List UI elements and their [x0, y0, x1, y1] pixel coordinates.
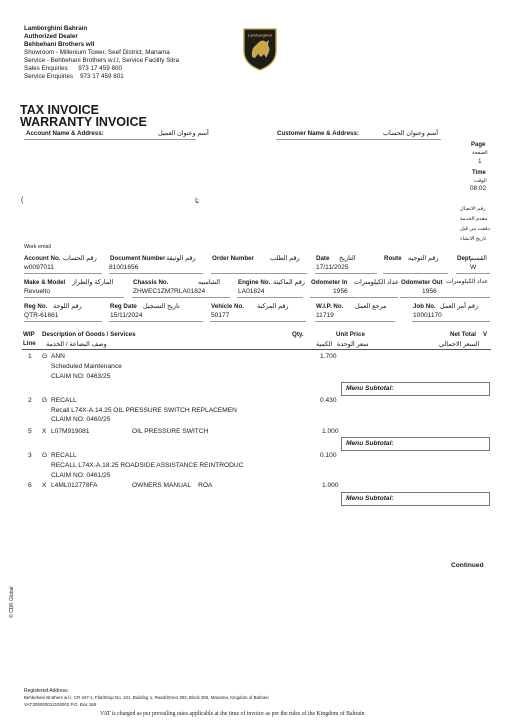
page-value: 1	[478, 158, 482, 165]
dealer-name: Lamborghini Bahrain	[24, 25, 88, 32]
block2-item-part: L07M919081	[51, 428, 90, 435]
route-label: Route	[384, 255, 402, 262]
continued-label: Continued	[451, 562, 484, 569]
time-label-ar: الوقت	[474, 178, 487, 184]
block1-menu-subtotal-label: Menu Subtotal:	[346, 384, 394, 392]
footer-vat-note: VAT is charged as per prevailing rates applicable at the time of invoice as per the rules of the Kingdom of Bahrain	[100, 711, 365, 717]
account-name-label-ar: أسم وعنوان العميل	[158, 130, 209, 137]
cdk-global-copyright: © CDK Global	[9, 586, 15, 618]
block1-qty: 1.700	[320, 353, 337, 360]
page-label-ar: الصفحة	[472, 150, 488, 156]
dept-label-ar: القسم	[470, 255, 487, 262]
lamborghini-logo	[241, 27, 279, 71]
block1-menu-subtotal	[341, 382, 490, 396]
block3-title: RECALL	[51, 452, 77, 459]
mid-fragment: تا	[195, 198, 200, 205]
footer-registered-label: Registered Address	[24, 688, 68, 694]
route-label-ar: رقم التوجيه	[408, 255, 439, 262]
job-no-value: 10001170	[413, 312, 442, 319]
block3-wip: 3	[28, 452, 32, 459]
reg-date-label-ar: تاريخ التسجيل	[143, 303, 180, 310]
col-desc-label: Description of Goods / Services	[42, 331, 136, 338]
col-desc-label-ar: وصف البضاعة / الخدمة	[46, 341, 107, 348]
odometer-in-label-ar: عداد الكيلومترات	[354, 279, 399, 286]
block2-title: RECALL	[51, 397, 77, 404]
chassis-label-ar: الشاسيه	[198, 279, 221, 286]
date-label-ar: التاريخ	[339, 255, 356, 262]
vehicle-no-value: 50177	[211, 312, 230, 319]
engine-no-value: LA01824	[238, 288, 265, 295]
block2-menu-subtotal-label: Menu Subtotal:	[346, 439, 394, 447]
account-name-label: Account Name & Address:	[26, 130, 104, 137]
block2-code: G	[42, 397, 48, 404]
time-value: 08:02	[470, 185, 486, 192]
make-model-label: Make & Model	[24, 279, 66, 286]
engine-no-label: Engine No.	[238, 279, 271, 286]
col-qty-label-ar: الكمية	[316, 341, 333, 348]
make-model-value: Revuelto	[24, 288, 51, 295]
odometer-out-label: Odometer Out	[401, 279, 443, 286]
sales-enquiries: Sales Enquiries 973 17 459 800	[24, 65, 123, 72]
page-label: Page	[471, 142, 486, 148]
reg-no-label: Reg No.	[24, 303, 48, 310]
created-date-label-ar: تاريخ الانشاء	[460, 236, 487, 242]
order-number-label-ar: رقم الطلب	[270, 255, 300, 262]
title-warranty-invoice: WARRANTY INVOICE	[20, 115, 147, 129]
service-enquiries: Service Enquiries 973 17 459 801	[24, 73, 124, 80]
left-fragment: (	[21, 197, 24, 204]
block1-code: G	[42, 353, 48, 360]
checked-by-label-ar: دقفت من قبل	[460, 226, 491, 232]
contact-no-label-ar: رقم الاتصال	[460, 206, 486, 212]
service-provider-label-ar: مقدم الخدمة	[460, 216, 488, 222]
order-number-label: Order Number	[212, 255, 254, 262]
block3-menu-subtotal-label: Menu Subtotal:	[346, 494, 394, 502]
dealer-role: Authorized Dealer	[24, 33, 78, 40]
dealer-company: Behbehani Brothers wll	[24, 41, 95, 48]
block3-item-line: 6	[28, 482, 32, 489]
engine-no-label-ar: رقم الماكينة	[273, 279, 305, 286]
block1-title: ANN	[51, 353, 65, 360]
date-label: Date	[316, 255, 330, 262]
col-unit-price-label: Unit Price	[336, 331, 365, 338]
dept-label: Dept	[457, 255, 471, 262]
wip-no-value: 11719	[316, 312, 334, 319]
block3-line1: RECALL L74X-A.18.25 ROADSIDE ASSISTANCE REINTRODUC	[51, 462, 244, 469]
reg-no-value: QTR-61661	[24, 312, 59, 319]
lamborghini-shield-bull-icon	[241, 27, 279, 71]
reg-date-label: Reg Date	[110, 303, 137, 310]
odometer-out-value: 1956	[422, 288, 437, 295]
wip-no-label: W.I.P. No.	[316, 303, 344, 310]
block3-item-part: L4ML012778FA	[51, 482, 98, 489]
time-label: Time	[472, 170, 486, 176]
block1-wip: 1	[28, 353, 32, 360]
logo-wordmark: Lamborghini	[247, 32, 273, 38]
document-number-label: Document Number	[110, 255, 166, 262]
odometer-out-label-ar: عداد الكيلومترات	[446, 279, 489, 285]
dept-value: W	[470, 264, 477, 271]
vehicle-no-label: Vehicle No.	[211, 303, 245, 310]
col-vat-label: V	[483, 331, 488, 338]
document-number-label-ar: رقم الوثيقة	[166, 255, 196, 262]
block2-item-line: 5	[28, 428, 32, 435]
job-no-label-ar: رقم أمر العمل	[440, 303, 479, 310]
block2-item-qty: 1.000	[322, 428, 339, 435]
block3-item-flag: X	[42, 482, 47, 489]
col-net-total-label-ar: السعر الاجمالي	[439, 341, 480, 348]
dealer-showroom: Showroom - Millenium Tower, Seef District, Manama	[24, 49, 170, 56]
col-line-label: Line	[23, 340, 36, 347]
reg-no-label-ar: رقم اللوحة	[53, 303, 82, 310]
chassis-label: Chassis No.	[133, 279, 169, 286]
account-no-value: w0097011	[24, 264, 54, 271]
block3-item-qty: 1.000	[322, 482, 339, 489]
work-email-label: Work email	[24, 244, 51, 250]
date-value: 17/11/2025	[316, 264, 349, 271]
title-tax-invoice: TAX INVOICE	[20, 103, 99, 117]
block2-menu-subtotal	[341, 437, 490, 451]
block2-line1: Recall L74X-A.14.25 OIL PRESSURE SWITCH REPLACEMEN	[51, 407, 237, 414]
chassis-value: ZHWEC1ZM7RLA01824	[133, 288, 206, 295]
col-unit-price-label-ar: سعر الوحدة	[337, 341, 369, 348]
block1-line1: Scheduled Maintenance	[51, 363, 122, 370]
block3-line2: CLAIM NO: 0461/25	[51, 472, 111, 479]
customer-name-label-ar: أسم وعنوان الحساب	[383, 130, 439, 137]
block2-item-desc: OIL PRESSURE SWITCH	[132, 428, 209, 435]
col-qty-label: Qty.	[292, 331, 304, 338]
block3-item-desc: OWNERS MANUAL ROA	[132, 482, 213, 489]
document-number-value: 81001656	[109, 264, 139, 271]
col-wip-label: WIP	[23, 331, 35, 338]
customer-name-label: Customer Name & Address:	[277, 130, 359, 137]
job-no-label: Job No.	[413, 303, 436, 310]
block3-code: G	[42, 452, 48, 459]
account-no-label: Account No.	[24, 255, 61, 262]
wip-no-label-ar: مرجع العمل	[355, 303, 387, 310]
account-no-label-ar: رقم الحساب	[63, 255, 97, 262]
odometer-in-value: 1956	[333, 288, 348, 295]
make-model-label-ar: الماركة والطراز	[72, 279, 114, 286]
footer-vat: VAT:200000012100002 P.O. Box 168	[24, 702, 97, 707]
reg-date-value: 15/11/2024	[110, 312, 143, 319]
vehicle-no-label-ar: رقم المركبة	[257, 303, 289, 310]
dealer-service: Service - Behbehani Brothers w.l.l, Service Facility Sitra	[24, 57, 180, 64]
block2-item-flag: X	[42, 428, 47, 435]
col-net-total-label: Net Total	[450, 331, 477, 338]
block2-wip: 2	[28, 397, 32, 404]
block3-qty: 0.100	[320, 452, 337, 459]
block2-line2: CLAIM NO: 0460/25	[51, 416, 111, 423]
block3-menu-subtotal	[341, 492, 490, 506]
odometer-in-label: Odometer In	[311, 279, 348, 286]
block2-qty: 0.430	[320, 397, 337, 404]
footer-registered-address: Behbehani Brothers w.l.l, CR 347-1, Flat/Shop No. 101, Building 1, Road/Street 383, Block 306, Manama, Kingdom of Bahrain	[24, 695, 269, 700]
block1-line2: CLAIM NO: 0463/25	[51, 373, 111, 380]
